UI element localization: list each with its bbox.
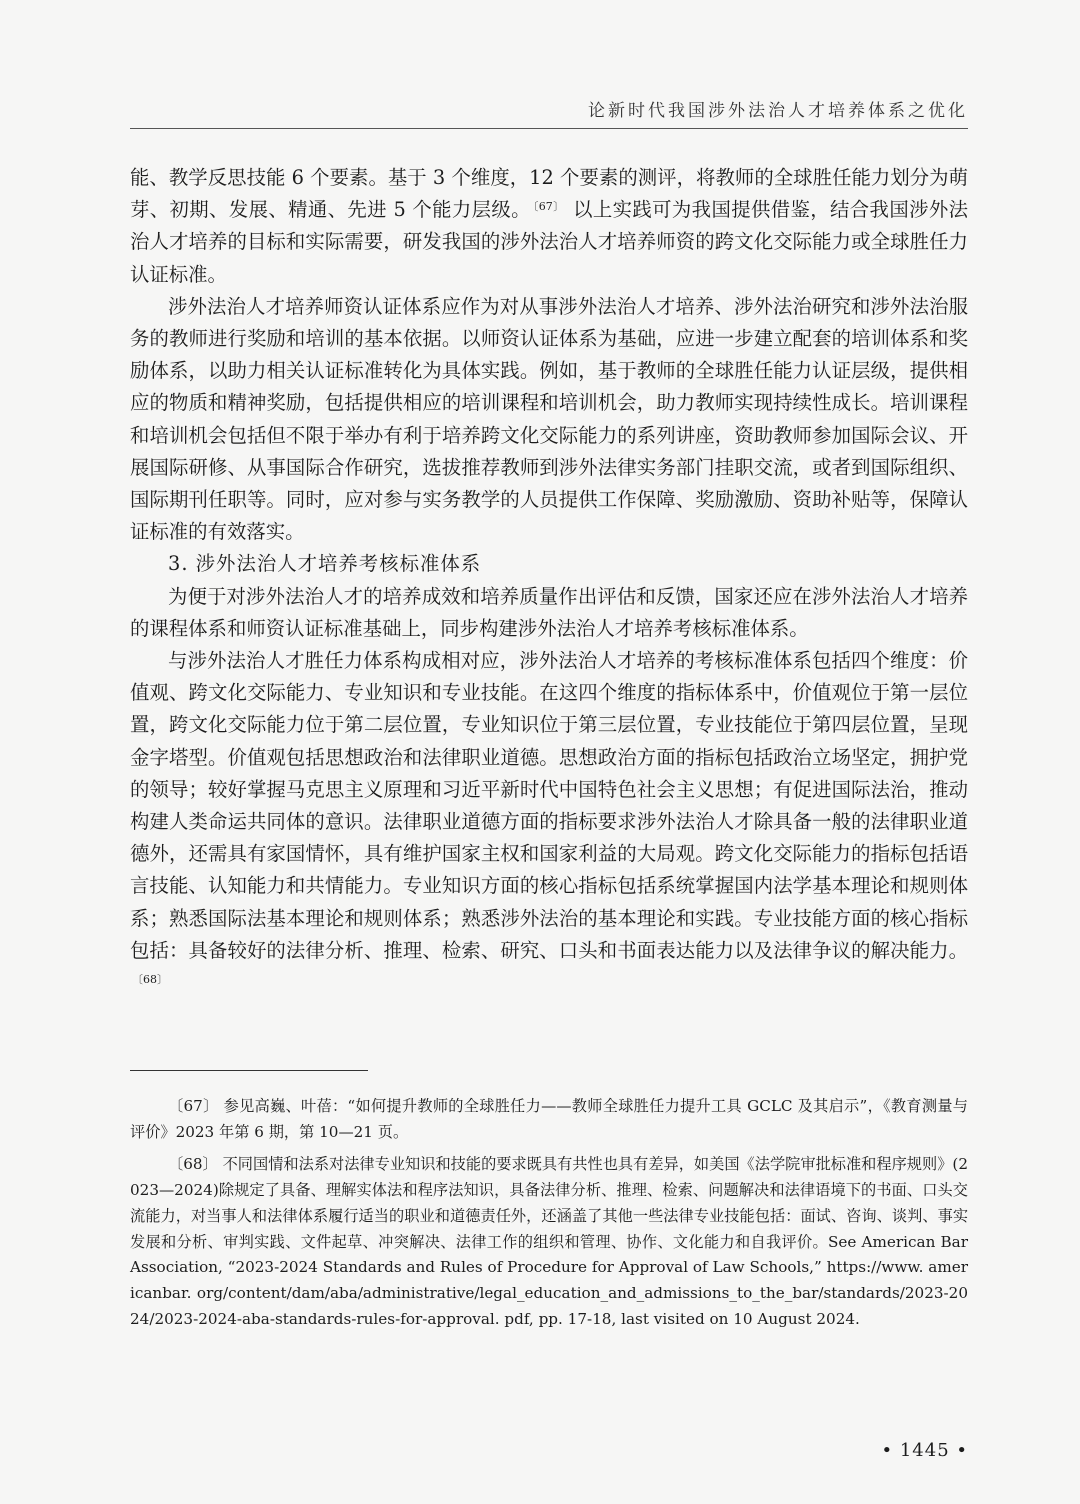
paragraph-continuation [130,162,968,291]
running-header: 论新时代我国涉外法治人才培养体系之优化 [588,101,968,121]
paragraph-text: 与涉外法治人才胜任力体系构成相对应，涉外法治人才培养的考核标准体系包括四个维度：价值观、跨文化交际能力、专业知识和专业技能。在这四个维度的指标体系中，价值观位于第一层位置，跨文化交际能力位于第二层位置，专业知识位于第三层位置，专业技能位于第四层位置，呈现金字塔型。价值观包括思想政治和法律职业道德。思想政治方面的指标包括政治立场坚定，拥护党的领导；较好掌握马克思主义原理和习近平新时代中国特色社会主义思想；有促进国际法治，推动构建人类命运共同体的意识。法律职业道德方面的指标要求涉外法治人才除具备一般的法律职业道德外，还需具有家国情怀，具有维护国家主权和国家利益的大局观。跨文化交际能力的指标包括语言技能、认知能力和共情能力。专业知识方面的核心指标包括系统掌握国内法学基本理论和规则体系；熟悉国际法基本理论和规则体系；熟悉涉外法治的基本理论和实践。专业技能方面的核心指标包括：具备较好的法律分析、推理、检索、研究、口头和书面表达能力以及法律争议的解决能力。 [130,649,968,962]
main-text [130,162,968,999]
section-subheading: 3. 涉外法治人才培养考核标准体系 [168,552,482,576]
footnote-ref-68[interactable]: 〔68〕 [132,973,168,987]
paragraph-teacher-certification: 涉外法治人才培养师资认证体系应作为对从事涉外法治人才培养、涉外法治研究和涉外法治服务的教师进行奖励和培训的基本依据。以师资认证体系为基础，应进一步建立配套的培训体系和奖励体系，以助力相关认证标准转化为具体实践。例如，基于教师的全球胜任能力认证层级，提供相应的物质和精神奖励，包括提供相应的培训课程和培训机会，助力教师实现持续性成长。培训课程和培训机会包括但不限于举办有利于培养跨文化交际能力的系列讲座，资助教师参加国际会议、开展国际研修、从事国际合作研究，选拔推荐教师到涉外法律实务部门挂职交流，或者到国际组织、国际期刊任职等。同时，应对参与实务教学的人员提供工作保障、奖励激励、资助补贴等，保障认证标准的有效落实。 [130,294,968,544]
footnote-67: 〔67〕 参见高巍、叶蓓：“如何提升教师的全球胜任力——教师全球胜任力提升工具 GCLC 及其启示”，《教育测量与评价》2023 年第 6 期，第 10—21 页。 [130,1097,968,1141]
paragraph-assessment-intro: 为便于对涉外法治人才的培养成效和培养质量作出评估和反馈，国家还应在涉外法治人才培养的课程体系和师资认证标准基础上，同步构建涉外法治人才培养考核标准体系。 [130,584,968,640]
footnotes [130,1094,968,1339]
footnote-ref-67[interactable]: 〔67〕 [532,200,565,214]
footnote-separator [130,1070,368,1071]
header-rule [130,128,968,129]
paragraph-text: 以上实践可为我国提供借鉴，结合我国涉外法治人才培养的目标和实际需要，研发我国的涉外法治人才培养师资的跨文化交际能力或全球胜任力认证标准。 [130,198,969,286]
footnote-68: 〔68〕 不同国情和法系对法律专业知识和技能的要求既具有共性也具有差异，如美国《法学院审批标准和程序规则》(2023—2024)除规定了具备、理解实体法和程序法知识，具备法律分析、推理、检索、问题解决和法律语境下的书面、口头交流能力，对当事人和法律体系履行适当的职业和道德责任外，还涵盖了其他一些法律专业技能包括：面试、咨询、谈判、事实发展和分析、审判实践、文件起草、冲突解决、法律工作的组织和管理、协作、文化能力和自我评价。See American Bar Association, “2023-2024 Standards and Rules of Procedure for Approval of Law Schools,” https://www. americanbar. org/content/dam/aba/administrative/legal_education_and_admissions_to_the_bar/standards/2023-2024/2023-2024-aba-standards-rules-for-approval. pdf, pp. 17-18, last visited on 10 August 2024. [130,1154,968,1329]
paragraph-text: 能、教学反思技能 6 个要素。基于 3 个维度，12 个要素的测评，将教师的全球胜任能力划分为萌芽、初期、发展、精通、先进 5 个能力层级。 [130,166,968,222]
paragraph-assessment-dimensions [130,645,968,999]
page-number: • 1445 • [881,1440,968,1461]
